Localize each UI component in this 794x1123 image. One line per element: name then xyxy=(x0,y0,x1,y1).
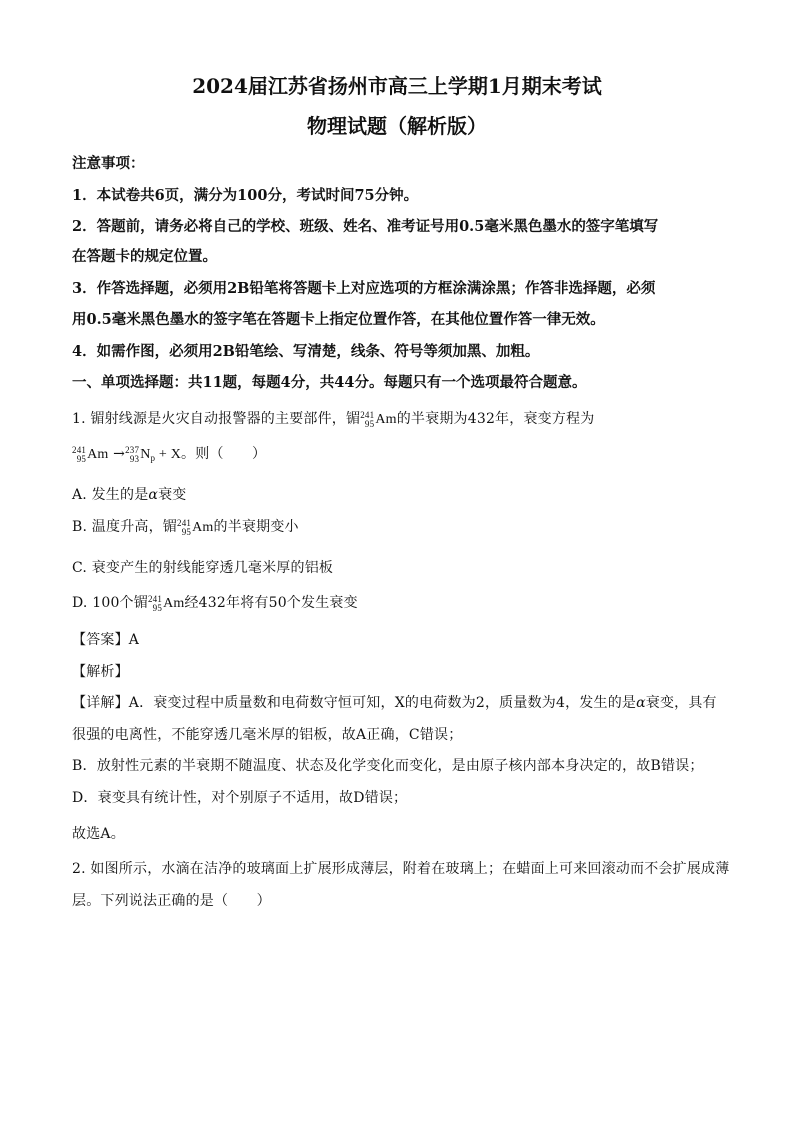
nuclide-am241-d: 241 95 Am xyxy=(147,593,185,613)
q1-option-a: A. 发生的是α衰变 xyxy=(72,487,187,503)
note-item-3-cont: 用0.5毫米黑色墨水的签字笔在答题卡上指定位置作答，在其他位置作答一律无效。 xyxy=(72,311,605,328)
note-item-1: 1．本试卷共6页，满分为100分，考试时间75分钟。 xyxy=(72,187,419,204)
q1-detail-line4: D．衰变具有统计性，对个别原子不适用，故D错误； xyxy=(72,790,408,806)
q1-stem-a: 1. 镅射线源是火灾自动报警器的主要部件，镅 xyxy=(72,411,361,427)
note-item-4: 4．如需作图，必须用2B铅笔绘、写清楚，线条、符号等须加黑、加粗。 xyxy=(72,343,540,360)
arrow-symbol: → xyxy=(113,446,126,462)
q1-decay-equation: 241 95 Am → 237 93 $N_p + X$。则（ ） xyxy=(72,444,267,464)
q2-stem-line2: 层。下列说法正确的是（ ） xyxy=(72,893,271,909)
nuclide-np237: 237 93 $N_p$ xyxy=(125,444,156,464)
q1-detail-line3: B．放射性元素的半衰期不随温度、状态及化学变化而变化，是由原子核内部本身决定的，故B错误； xyxy=(72,758,704,774)
nuclide-am241-b: 241 95 Am xyxy=(177,517,214,537)
section-heading: 一、单项选择题：共11题，每题4分，共44分。每题只有一个选项最符合题意。 xyxy=(72,374,587,391)
q1-analysis-tag: 【解析】 xyxy=(72,664,129,680)
q2-stem-line1: 2. 如图所示，水滴在洁净的玻璃面上扩展形成薄层，附着在玻璃上；在蜡面上可来回滚动而不会扩展成薄 xyxy=(72,861,730,877)
q1-detail-line2: 很强的电离性，不能穿透几毫米厚的铝板，故A正确，C错误； xyxy=(72,727,463,743)
q1-answer: 【答案】A xyxy=(72,632,140,648)
nuclide-am241: 241 95 Am xyxy=(360,409,397,429)
document-subtitle: 物理试题（解析版） xyxy=(307,114,487,138)
q1-conclusion: 故选A。 xyxy=(72,826,125,842)
nuclide-am241-eq: 241 95 Am xyxy=(72,444,109,464)
q1-option-d: D. 100个镅 241 95 Am经432年将有50个发生衰变 xyxy=(72,593,358,613)
q1-stem-b: 的半衰期为432年，衰变方程为 xyxy=(396,411,595,427)
q1-option-b: B. 温度升高，镅 241 95 Am的半衰期变小 xyxy=(72,517,299,537)
q1-stem-line1 xyxy=(72,408,727,429)
q1-option-c: C. 衰变产生的射线能穿透几毫米厚的铝板 xyxy=(72,560,334,576)
q1-stem-end: 。则（ ） xyxy=(181,446,267,462)
note-item-2-cont: 在答题卡的规定位置。 xyxy=(72,248,217,265)
document-title: 2024届江苏省扬州市高三上学期1月期末考试 xyxy=(192,74,602,98)
q1-detail-line1: 【详解】A．衰变过程中质量数和电荷数守恒可知，X的电荷数为2，质量数为4，发生的是α衰变，具有 xyxy=(72,695,717,711)
note-item-2: 2．答题前，请务必将自己的学校、班级、姓名、准考证号用0.5毫米黑色墨水的签字笔填写 xyxy=(72,218,659,235)
notes-heading: 注意事项： xyxy=(72,155,145,172)
note-item-3: 3．作答选择题，必须用2B铅笔将答题卡上对应选项的方框涂满涂黑；作答非选择题，必须 xyxy=(72,280,656,297)
